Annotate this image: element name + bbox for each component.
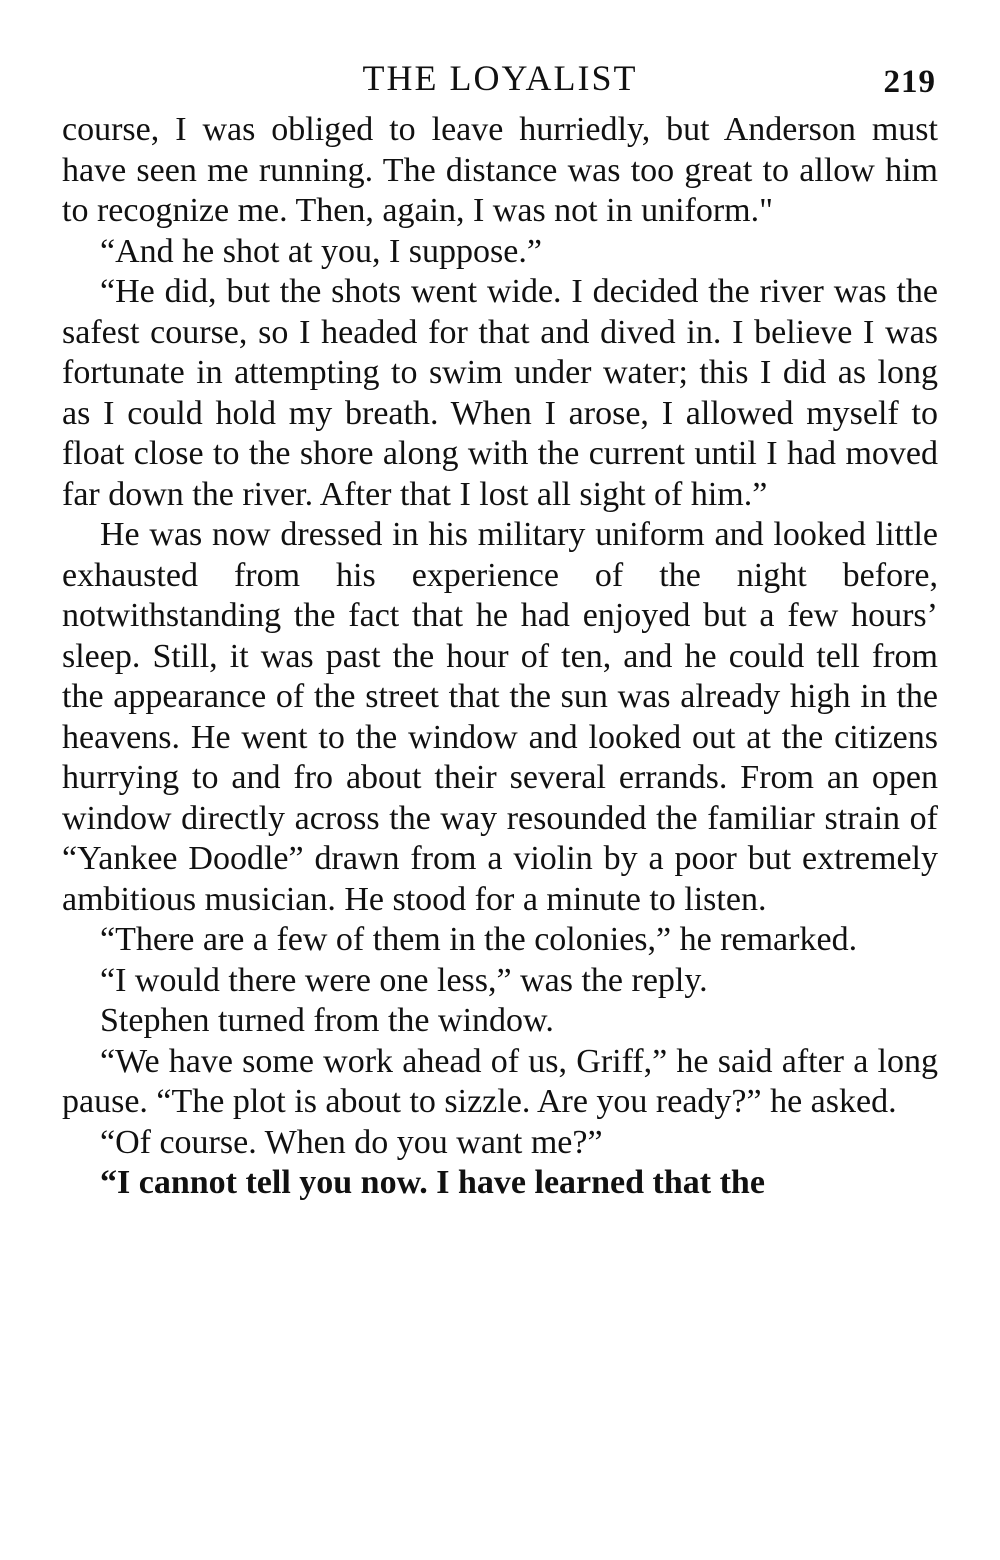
paragraph: Stephen turned from the window. (100, 1002, 554, 1039)
book-page (62, 58, 938, 1204)
running-title: THE LOYALIST (362, 58, 638, 98)
paragraph: “Of course. When do you want me?” (100, 1123, 603, 1161)
paragraph: “I cannot tell you now. I have learned that the (100, 1164, 765, 1201)
paragraph: “There are a few of them in the colonies,” he remarked. (100, 921, 858, 958)
paragraph: “I would there were one less,” was the reply. (100, 961, 708, 999)
running-header (62, 58, 938, 106)
body-text (62, 110, 938, 1204)
paragraph: course, I was obliged to leave hurriedly, but Anderson must have seen me running. The distance was too great to allow him to recognize me. Then, again, I was not in uniform." (62, 111, 938, 229)
paragraph: He was now dressed in his military uniform and looked little exhausted from his experience of the night before, notwithstanding the fact that he had enjoyed but a few hours’ sleep. Still, it was past the hour of ten, and he could tell from the appearance of the street that the sun was already high in the heavens. He went to the window and looked out at the citizens hurrying to and fro about their several errands. From an open window directly across the way resounded the familiar strain of “Yankee Doodle” drawn from a violin by a poor but extremely ambitious musician. He stood for a minute to listen. (62, 516, 938, 918)
paragraph: “He did, but the shots went wide. I decided the river was the safest course, so I headed for that and dived in. I believe I was fortunate in attempting to swim under water; this I did as long as I could hold my breath. When I arose, I allowed myself to float close to the shore along with the current until I had moved far down the river. After that I lost all sight of him.” (62, 273, 938, 513)
paragraph: “And he shot at you, I suppose.” (100, 232, 542, 270)
paragraph: “We have some work ahead of us, Griff,” he said after a long pause. “The plot is about to sizzle. Are you ready?” he asked. (62, 1042, 938, 1120)
page-number: 219 (883, 64, 936, 100)
